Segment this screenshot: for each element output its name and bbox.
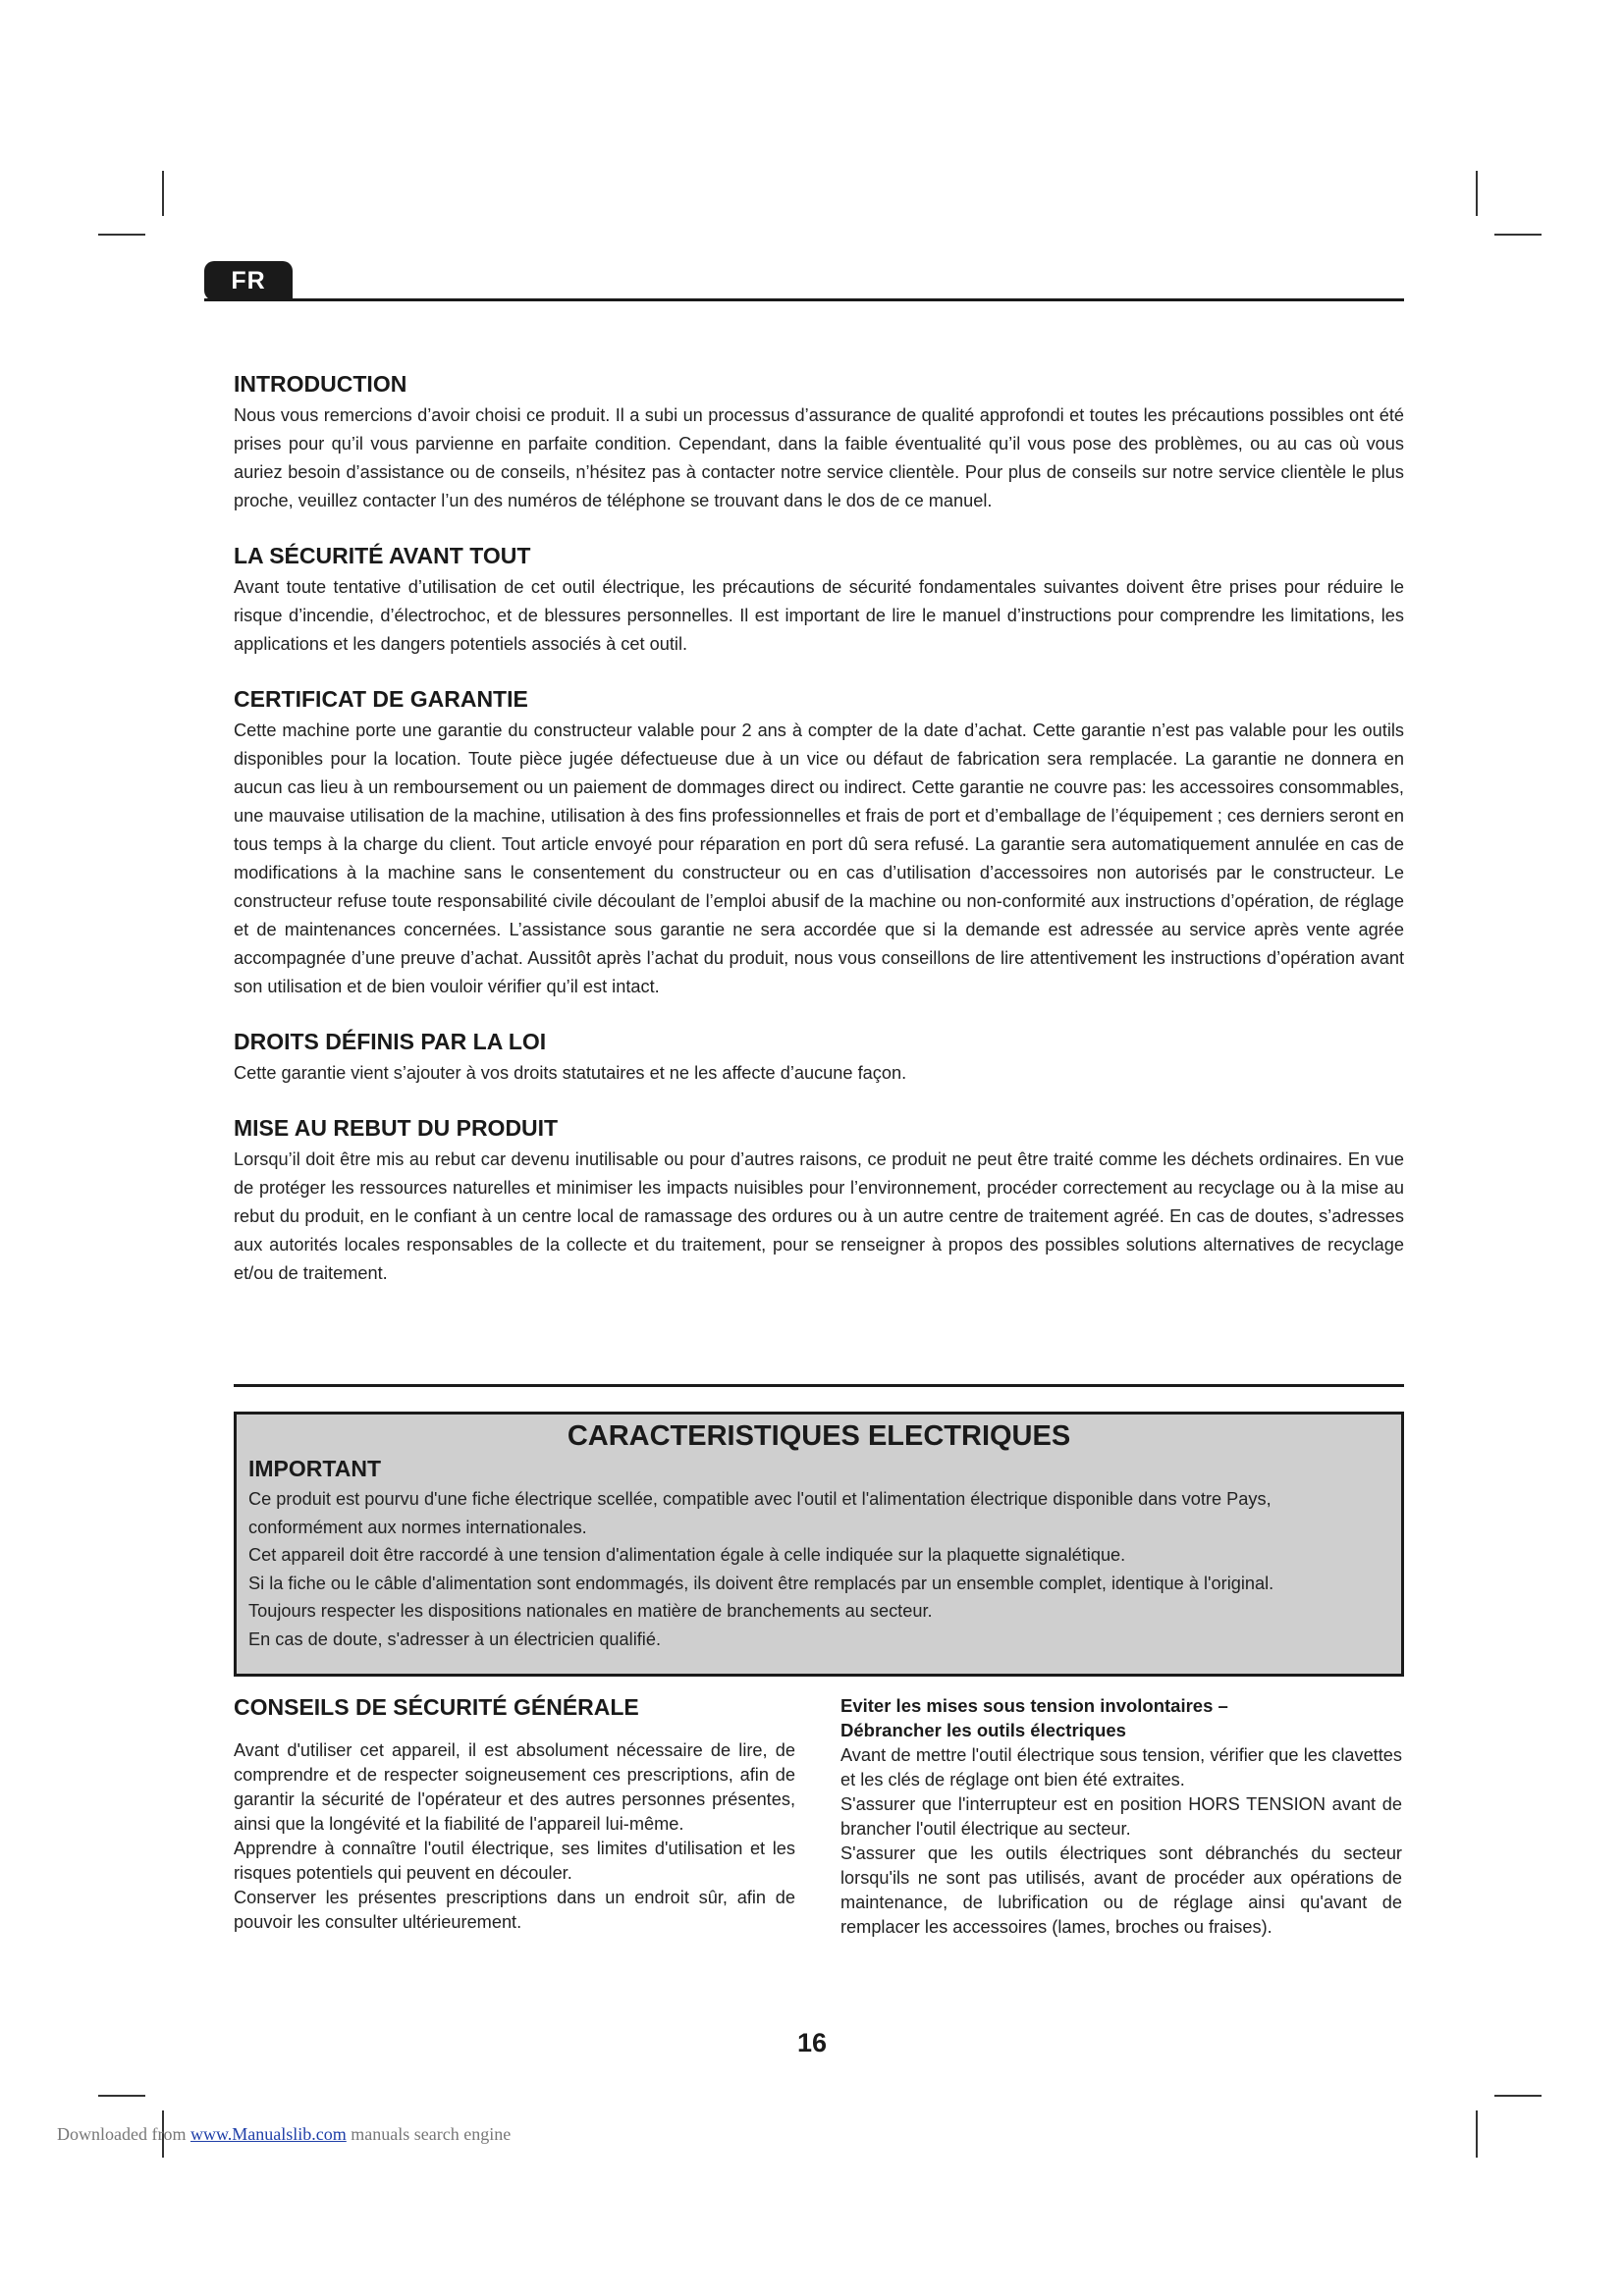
paragraph: Avant d'utiliser cet appareil, il est absolument nécessaire de lire, de comprendre et de respecter soigneusement ces prescriptions, afin de garantir la sécurité de l'opérateur et des autres personnes présentes, ainsi que la longévité et la fiabilité de l'appareil lui-même. (234, 1740, 795, 1834)
subheading: Eviter les mises sous tension involontaires – (840, 1695, 1228, 1716)
box-line: Toujours respecter les dispositions nationales en matière de branchements au secteur. (248, 1601, 933, 1621)
box-line: conformément aux normes internationales. (248, 1517, 587, 1537)
box-line: En cas de doute, s'adresser à un électricien qualifié. (248, 1629, 662, 1649)
box-line: Ce produit est pourvu d'une fiche électrique scellée, compatible avec l'outil et l'alimentation électrique disponible dans votre Pays, (248, 1489, 1272, 1509)
crop-mark (162, 171, 164, 216)
crop-mark (1476, 2110, 1478, 2158)
subheading: Débrancher les outils électriques (840, 1720, 1126, 1740)
box-line: Cet appareil doit être raccordé à une tension d'alimentation égale à celle indiquée sur la plaquette signalétique. (248, 1545, 1126, 1565)
box-line: Si la fiche ou le câble d'alimentation sont endommagés, ils doivent être remplacés par un ensemble complet, identique à l'original. (248, 1573, 1274, 1593)
general-safety-column (234, 1694, 795, 1935)
section-text: Cette garantie vient s’ajouter à vos droits statutaires et ne les affecte d’aucune façon. (234, 1063, 907, 1083)
section-text: Avant toute tentative d’utilisation de cet outil électrique, les précautions de sécurité fondamentales suivantes doivent être prises pour réduire le risque d’incendie, d’électrochoc, et de blessures personnelles. Il est important de lire le manuel d’instructions pour comprendre les limitations, les applications et les dangers potentiels associés à cet outil. (234, 577, 1404, 654)
paragraph: Apprendre à connaître l'outil électrique, ses limites d'utilisation et les risques potentiels qui peuvent en découler. (234, 1839, 795, 1883)
manualslib-link[interactable]: www.Manualslib.com (189, 2124, 347, 2144)
section-title: DROITS DÉFINIS PAR LA LOI (234, 1029, 547, 1054)
crop-mark (98, 234, 145, 236)
paragraph: Avant de mettre l'outil électrique sous tension, vérifier que les clavettes et les clés de réglage ont bien été extraites. (840, 1745, 1402, 1789)
electrical-characteristics-box (234, 1412, 1404, 1677)
crop-mark (98, 2095, 145, 2097)
box-lines (248, 1485, 1389, 1653)
page-number: 16 (796, 2028, 828, 2057)
header-rule (204, 298, 1404, 301)
section-introduction (234, 371, 1404, 515)
main-content (234, 371, 1404, 1315)
footer-prefix: Downloaded from (57, 2124, 190, 2144)
section-warranty-certificate (234, 686, 1404, 1001)
section-disposal (234, 1115, 1404, 1288)
box-title: CARACTERISTIQUES ELECTRIQUES (567, 1420, 1071, 1452)
section-legal-rights (234, 1029, 1404, 1088)
section-title: LA SÉCURITÉ AVANT TOUT (234, 543, 531, 568)
language-tab: FR (204, 261, 293, 300)
download-footer (57, 2124, 511, 2145)
section-text: Cette machine porte une garantie du constructeur valable pour 2 ans à compter de la date d’achat. Cette garantie n’est pas valable pour les outils disponibles pour la location. Toute pièce jugée défectueuse due à un vice ou défaut de fabrication sera remplacée. La garantie ne donnera en aucun cas lieu à un remboursement ou un paiement de dommages direct ou indirect. Cette garantie ne couvre pas: les accessoires consommables, une mauvaise utilisation de la machine, utilisation à des fins professionnelles et frais de port et d’emballage de l’équipement ; ces derniers seront en tous temps à la charge du client. Tout article envoyé pour réparation en port dû sera refusé. La garantie sera automatiquement annulée en cas de modifications à la machine sans le consentement du constructeur ou en cas d’utilisation d’accessoires non autorisés par le constructeur. Le constructeur refuse toute responsabilité civile découlant de l’emploi abusif de la machine ou non-conformité aux instructions d’opération, de réglage et de maintenances concernées. L’assistance sous garantie ne sera accordée que si la demande est adressée au service après vente agrée accompagnée d’une preuve d’achat. Aussitôt après l’achat du produit, nous vous conseillons de lire attentivement les instructions d’opération avant son utilisation et de bien vouloir vérifier qu’il est intact. (234, 721, 1404, 996)
box-subtitle: IMPORTANT (248, 1456, 382, 1481)
section-title: MISE AU REBUT DU PRODUIT (234, 1115, 559, 1141)
section-text: Lorsqu’il doit être mis au rebut car devenu inutilisable ou pour d’autres raisons, ce produit ne peut être traité comme les déchets ordinaires. En vue de protéger les ressources naturelles et minimiser les impacts nuisibles pour l’environnement, procéder correctement au recyclage ou à la mise au rebut du produit, en le confiant à un centre local de ramassage des ordures ou à un autre centre de traitement agréé. En cas de doutes, s’adresses aux autorités locales responsables de la collecte et du traitement, pour se renseigner à propos des possibles solutions alternatives de recyclage et/ou de traitement. (234, 1149, 1404, 1283)
crop-mark (1494, 2095, 1542, 2097)
paragraph: S'assurer que les outils électriques sont débranchés du secteur lorsqu'ils ne sont pas utilisés, avant de procéder aux opérations de maintenance, de lubrification ou de réglage ainsi qu'avant de remplacer les accessoires (lames, broches ou fraises). (840, 1843, 1402, 1937)
unintended-start-column (840, 1694, 1402, 1940)
section-title: CERTIFICAT DE GARANTIE (234, 686, 528, 712)
section-safety-first (234, 543, 1404, 659)
section-text: Nous vous remercions d’avoir choisi ce produit. Il a subi un processus d’assurance de qualité approfondi et toutes les précautions possibles ont été prises pour qu’il vous parvienne en parfaite condition. Cependant, dans la faible éventualité qu’il vous pose des problèmes, ou au cas où vous auriez besoin d’assistance ou de conseils, n’hésitez pas à contacter notre service clientèle. Pour plus de conseils sur notre service clientèle le plus proche, veuillez contacter l’un des numéros de téléphone se trouvant dans le dos de ce manuel. (234, 405, 1404, 510)
footer-suffix: manuals search engine (346, 2124, 512, 2144)
crop-mark (1494, 234, 1542, 236)
section-title: INTRODUCTION (234, 371, 407, 397)
crop-mark (1476, 171, 1478, 216)
paragraph: S'assurer que l'interrupteur est en position HORS TENSION avant de brancher l'outil électrique au secteur. (840, 1794, 1402, 1839)
section-divider (234, 1384, 1404, 1387)
section-title: CONSEILS DE SÉCURITÉ GÉNÉRALE (234, 1694, 639, 1720)
paragraph: Conserver les présentes prescriptions dans un endroit sûr, afin de pouvoir les consulter ultérieurement. (234, 1888, 795, 1932)
